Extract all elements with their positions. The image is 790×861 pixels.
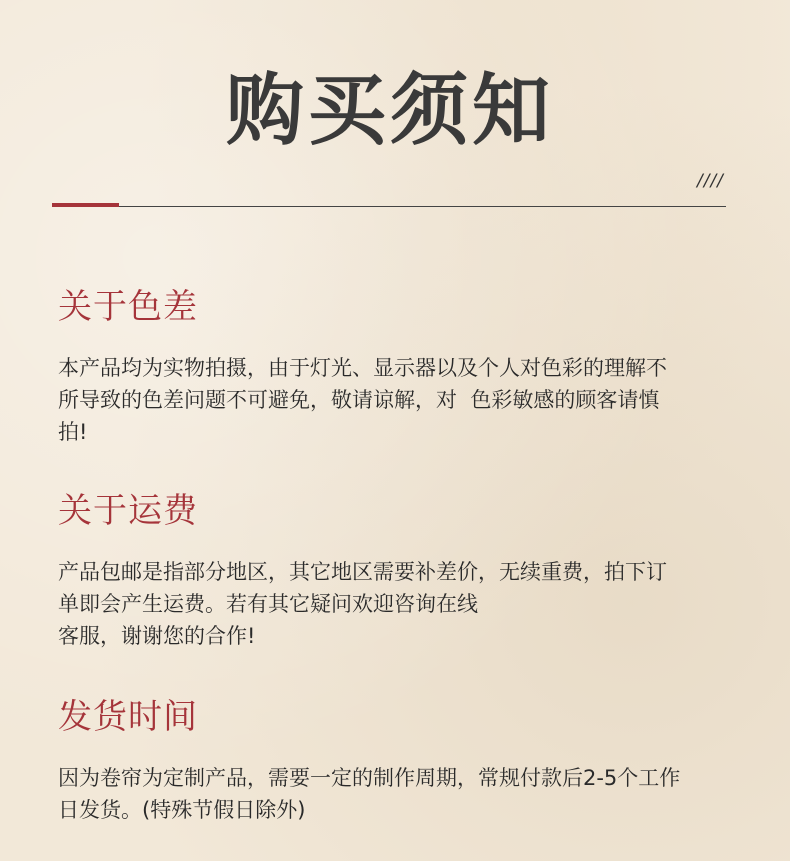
body-line: 拍! <box>58 420 88 444</box>
body-line: 日发货。(特殊节假日除外) <box>58 798 306 822</box>
body-line: 所导致的色差问题不可避免，敬请谅解，对 色彩敏感的顾客请慎 <box>58 388 660 412</box>
section-delivery-time <box>58 697 758 826</box>
section-body <box>58 762 758 826</box>
section-heading: 关于运费 <box>58 491 198 531</box>
body-line: 客服，谢谢您的合作! <box>58 624 256 648</box>
section-body <box>58 556 758 652</box>
section-color-difference <box>58 287 758 448</box>
body-line: 单即会产生运费。若有其它疑问欢迎咨询在线 <box>58 592 478 616</box>
body-line: 因为卷帘为定制产品，需要一定的制作周期，常规付款后2-5个工作 <box>58 766 681 790</box>
decorative-slashes: //// <box>697 171 724 191</box>
title-divider <box>52 206 726 207</box>
page-title: 购买须知 <box>225 66 554 156</box>
section-heading: 发货时间 <box>58 697 198 737</box>
body-line: 本产品均为实物拍摄，由于灯光、显示器以及个人对色彩的理解不 <box>58 356 667 380</box>
section-body <box>58 352 758 448</box>
section-shipping-fee <box>58 491 758 652</box>
body-line: 产品包邮是指部分地区，其它地区需要补差价，无续重费，拍下订 <box>58 560 667 584</box>
section-heading: 关于色差 <box>58 287 198 327</box>
divider-accent-bar <box>52 203 119 207</box>
